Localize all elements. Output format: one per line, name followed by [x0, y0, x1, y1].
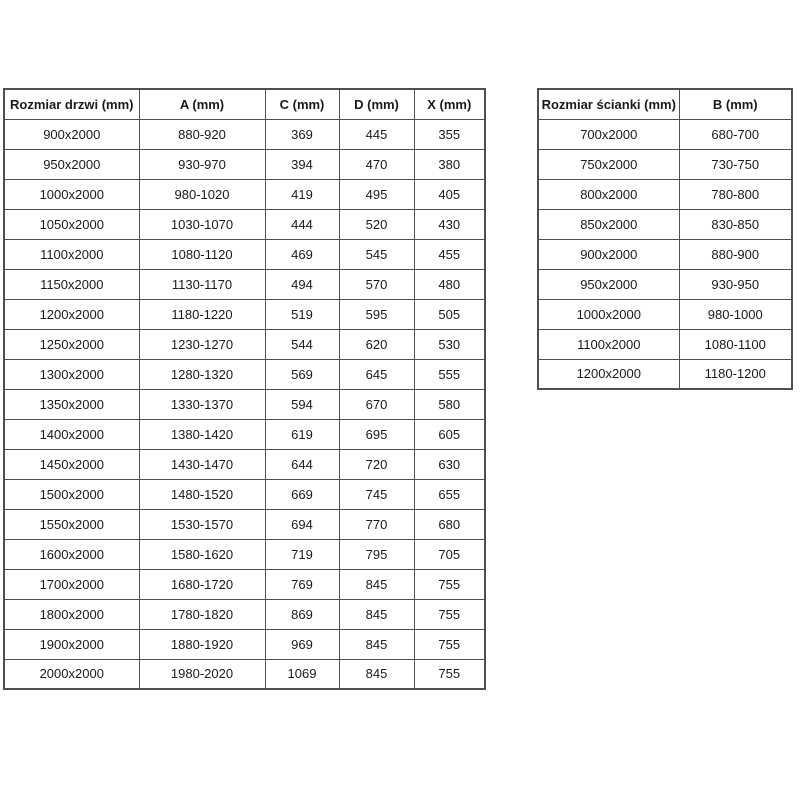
table-cell: 630 — [414, 449, 485, 479]
table-row — [4, 389, 485, 419]
table-cell: 1600x2000 — [4, 539, 139, 569]
table-cell: 1530-1570 — [139, 509, 265, 539]
table-cell: 755 — [414, 629, 485, 659]
table-cell: 1900x2000 — [4, 629, 139, 659]
table-row — [4, 539, 485, 569]
table-cell: 800x2000 — [538, 179, 679, 209]
table-cell: 2000x2000 — [4, 659, 139, 689]
table-cell: 1680-1720 — [139, 569, 265, 599]
table-row — [4, 509, 485, 539]
table-row — [4, 359, 485, 389]
column-header: X (mm) — [414, 89, 485, 119]
table-cell: 444 — [265, 209, 339, 239]
table-cell: 930-970 — [139, 149, 265, 179]
table-cell: 950x2000 — [4, 149, 139, 179]
table-row — [4, 209, 485, 239]
column-header: Rozmiar drzwi (mm) — [4, 89, 139, 119]
table-row — [4, 419, 485, 449]
table-cell: 1480-1520 — [139, 479, 265, 509]
table-cell: 394 — [265, 149, 339, 179]
table-cell: 880-920 — [139, 119, 265, 149]
table-cell: 719 — [265, 539, 339, 569]
table-cell: 845 — [339, 659, 414, 689]
table-cell: 1500x2000 — [4, 479, 139, 509]
table-cell: 369 — [265, 119, 339, 149]
table-cell: 670 — [339, 389, 414, 419]
table-cell: 755 — [414, 599, 485, 629]
table-cell: 1780-1820 — [139, 599, 265, 629]
table-cell: 1580-1620 — [139, 539, 265, 569]
column-header: B (mm) — [679, 89, 792, 119]
table-cell: 569 — [265, 359, 339, 389]
table-cell: 750x2000 — [538, 149, 679, 179]
table-cell: 845 — [339, 569, 414, 599]
table-cell: 480 — [414, 269, 485, 299]
table-cell: 419 — [265, 179, 339, 209]
table-cell: 1880-1920 — [139, 629, 265, 659]
table-cell: 700x2000 — [538, 119, 679, 149]
table-cell: 545 — [339, 239, 414, 269]
table-cell: 1330-1370 — [139, 389, 265, 419]
table-cell: 519 — [265, 299, 339, 329]
table-cell: 1100x2000 — [4, 239, 139, 269]
table-cell: 380 — [414, 149, 485, 179]
table-cell: 655 — [414, 479, 485, 509]
table-cell: 850x2000 — [538, 209, 679, 239]
table-cell: 930-950 — [679, 269, 792, 299]
table-cell: 520 — [339, 209, 414, 239]
table-row — [538, 179, 792, 209]
table-cell: 355 — [414, 119, 485, 149]
table-cell: 1350x2000 — [4, 389, 139, 419]
table-cell: 1200x2000 — [4, 299, 139, 329]
table-cell: 620 — [339, 329, 414, 359]
column-header: Rozmiar ścianki (mm) — [538, 89, 679, 119]
table-row — [4, 149, 485, 179]
table-cell: 795 — [339, 539, 414, 569]
table-cell: 720 — [339, 449, 414, 479]
table-cell: 495 — [339, 179, 414, 209]
column-header: A (mm) — [139, 89, 265, 119]
table-cell: 555 — [414, 359, 485, 389]
table-cell: 1230-1270 — [139, 329, 265, 359]
table-cell: 469 — [265, 239, 339, 269]
table-cell: 1430-1470 — [139, 449, 265, 479]
table-cell: 580 — [414, 389, 485, 419]
table-cell: 470 — [339, 149, 414, 179]
table-row — [4, 599, 485, 629]
table-cell: 619 — [265, 419, 339, 449]
table-cell: 770 — [339, 509, 414, 539]
table-cell: 755 — [414, 659, 485, 689]
table-cell: 595 — [339, 299, 414, 329]
table-cell: 730-750 — [679, 149, 792, 179]
table-row — [4, 569, 485, 599]
table-cell: 745 — [339, 479, 414, 509]
table-cell: 980-1000 — [679, 299, 792, 329]
table-cell: 505 — [414, 299, 485, 329]
table-cell: 880-900 — [679, 239, 792, 269]
table-cell: 1030-1070 — [139, 209, 265, 239]
table-cell: 1280-1320 — [139, 359, 265, 389]
table-cell: 1000x2000 — [538, 299, 679, 329]
table-cell: 430 — [414, 209, 485, 239]
table-cell: 680-700 — [679, 119, 792, 149]
table-row — [4, 179, 485, 209]
table-cell: 680 — [414, 509, 485, 539]
table-row — [4, 299, 485, 329]
column-header: C (mm) — [265, 89, 339, 119]
table-cell: 1050x2000 — [4, 209, 139, 239]
table-cell: 950x2000 — [538, 269, 679, 299]
table-cell: 769 — [265, 569, 339, 599]
table-row — [538, 269, 792, 299]
table-cell: 405 — [414, 179, 485, 209]
table-row — [4, 239, 485, 269]
table-cell: 869 — [265, 599, 339, 629]
table-cell: 1080-1120 — [139, 239, 265, 269]
table-cell: 705 — [414, 539, 485, 569]
table-row — [538, 239, 792, 269]
table-cell: 1069 — [265, 659, 339, 689]
table-cell: 900x2000 — [538, 239, 679, 269]
table-cell: 845 — [339, 599, 414, 629]
table-cell: 645 — [339, 359, 414, 389]
table-cell: 605 — [414, 419, 485, 449]
column-header: D (mm) — [339, 89, 414, 119]
table-cell: 1700x2000 — [4, 569, 139, 599]
table-cell: 780-800 — [679, 179, 792, 209]
table-cell: 544 — [265, 329, 339, 359]
table-row — [4, 269, 485, 299]
wall-sizes-table — [537, 88, 793, 390]
table-row — [4, 449, 485, 479]
table-cell: 1400x2000 — [4, 419, 139, 449]
table-cell: 1180-1200 — [679, 359, 792, 389]
table-cell: 1450x2000 — [4, 449, 139, 479]
table-row — [4, 659, 485, 689]
table-cell: 969 — [265, 629, 339, 659]
table-cell: 1380-1420 — [139, 419, 265, 449]
table-cell: 1800x2000 — [4, 599, 139, 629]
table-cell: 980-1020 — [139, 179, 265, 209]
table-cell: 644 — [265, 449, 339, 479]
table-cell: 755 — [414, 569, 485, 599]
table-row — [538, 359, 792, 389]
table-cell: 455 — [414, 239, 485, 269]
table-row — [538, 149, 792, 179]
table-row — [4, 479, 485, 509]
table-row — [538, 209, 792, 239]
header-row — [4, 89, 485, 119]
table-cell: 1180-1220 — [139, 299, 265, 329]
table-cell: 1000x2000 — [4, 179, 139, 209]
table-cell: 669 — [265, 479, 339, 509]
table-cell: 1980-2020 — [139, 659, 265, 689]
table-cell: 594 — [265, 389, 339, 419]
table-cell: 900x2000 — [4, 119, 139, 149]
table-cell: 1100x2000 — [538, 329, 679, 359]
table-cell: 1300x2000 — [4, 359, 139, 389]
table-cell: 694 — [265, 509, 339, 539]
table-cell: 445 — [339, 119, 414, 149]
table-cell: 1200x2000 — [538, 359, 679, 389]
table-cell: 695 — [339, 419, 414, 449]
table-cell: 830-850 — [679, 209, 792, 239]
table-row — [4, 329, 485, 359]
table-row — [4, 629, 485, 659]
table-row — [538, 119, 792, 149]
header-row — [538, 89, 792, 119]
table-cell: 570 — [339, 269, 414, 299]
table-cell: 1150x2000 — [4, 269, 139, 299]
table-cell: 1080-1100 — [679, 329, 792, 359]
table-row — [4, 119, 485, 149]
table-row — [538, 299, 792, 329]
table-cell: 1130-1170 — [139, 269, 265, 299]
table-cell: 1550x2000 — [4, 509, 139, 539]
table-cell: 494 — [265, 269, 339, 299]
door-sizes-table — [3, 88, 486, 690]
table-cell: 1250x2000 — [4, 329, 139, 359]
table-cell: 845 — [339, 629, 414, 659]
table-cell: 530 — [414, 329, 485, 359]
table-row — [538, 329, 792, 359]
